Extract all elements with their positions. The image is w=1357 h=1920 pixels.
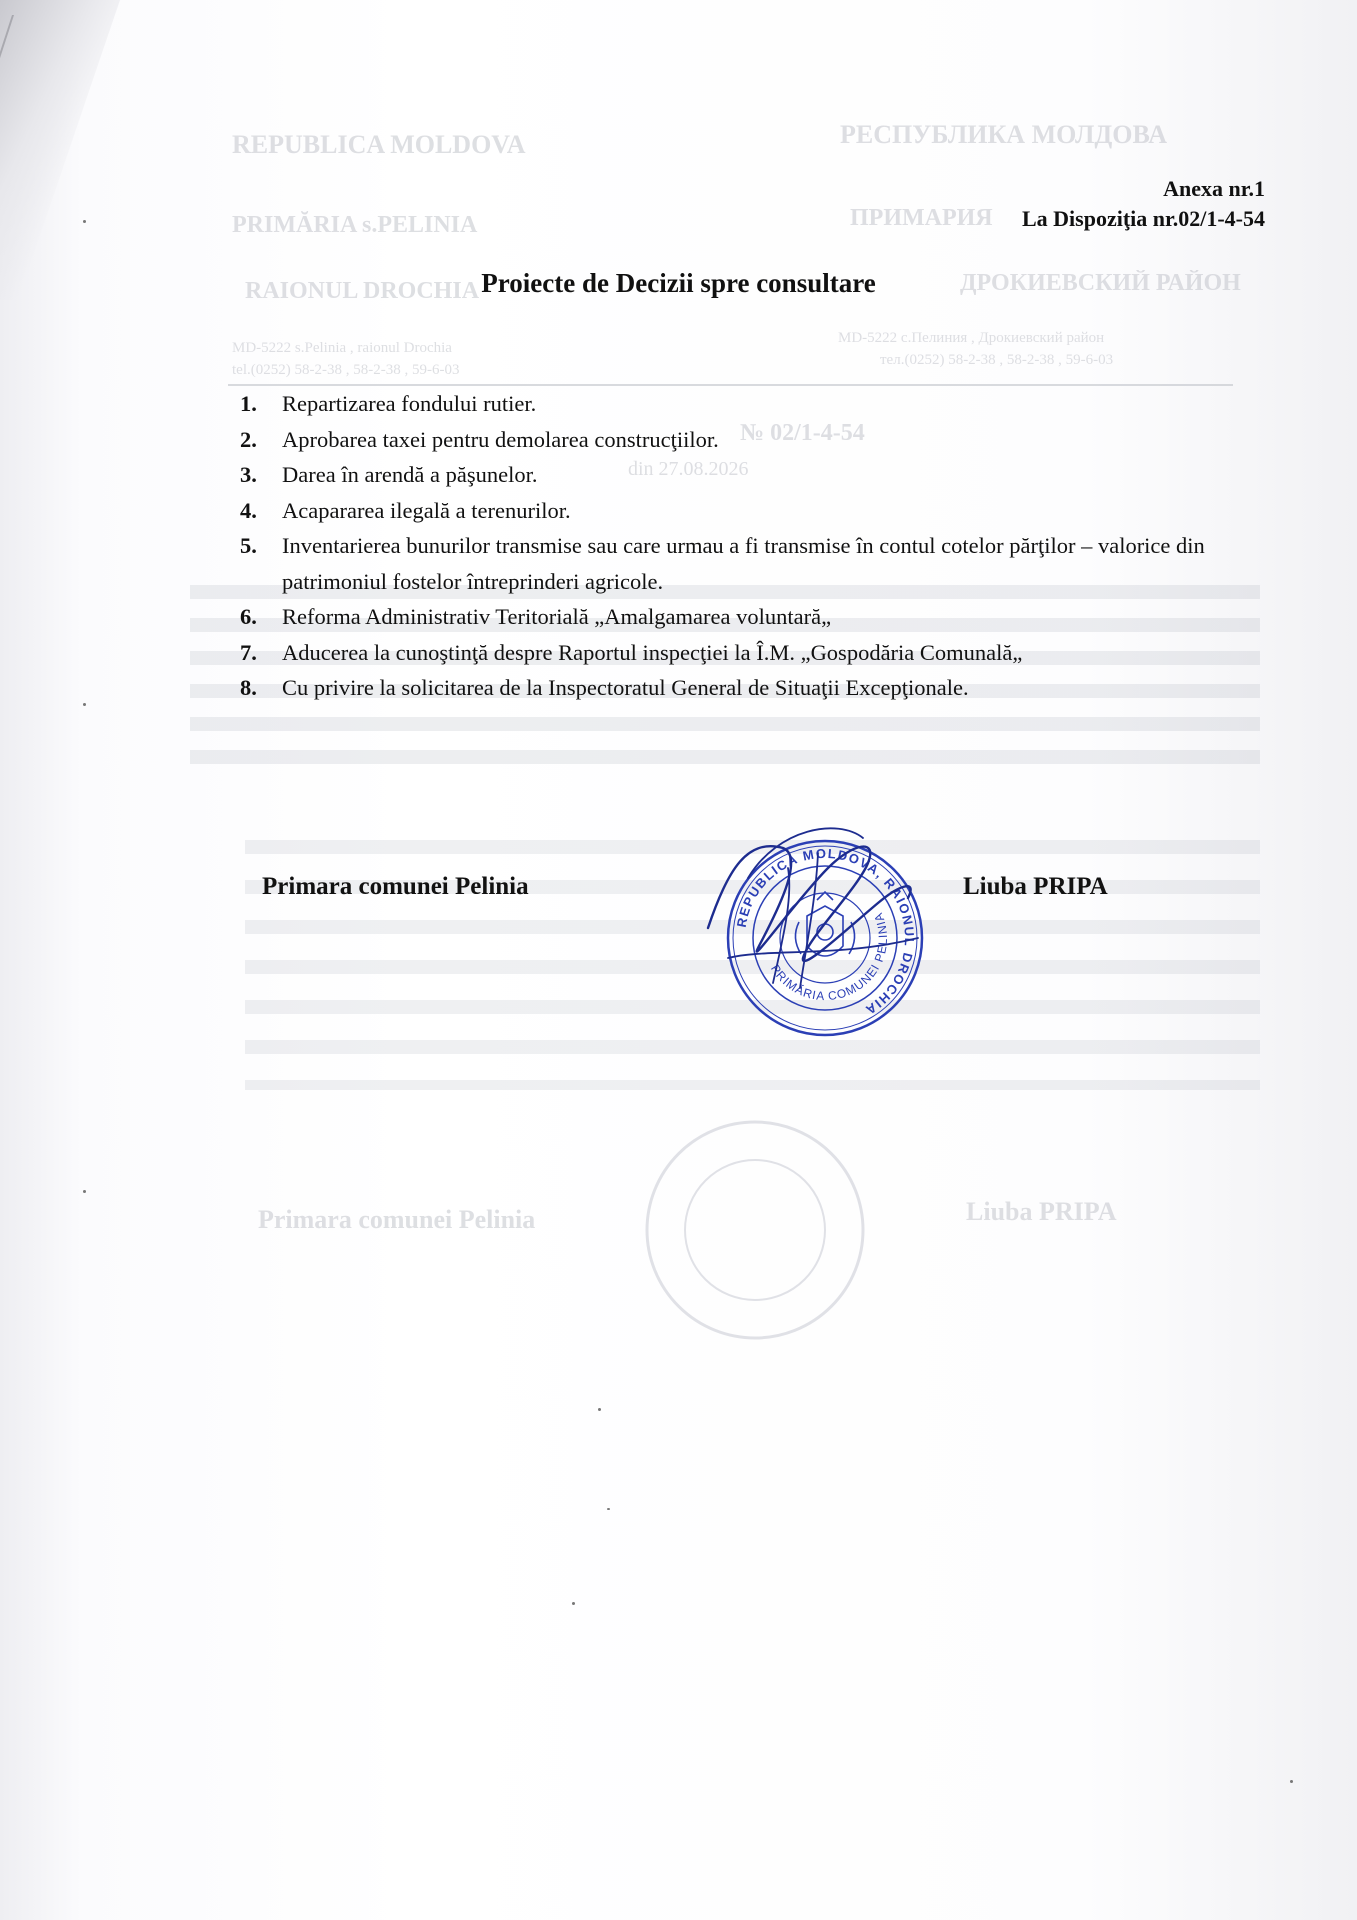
- list-item-number: 4.: [240, 497, 257, 523]
- list-item: [240, 670, 1280, 706]
- list-item-number: 2.: [240, 426, 257, 452]
- list-item-number: 7.: [240, 639, 257, 665]
- list-item: [240, 422, 1280, 458]
- list-item: [240, 528, 1280, 599]
- bleed-header-right-3: ДРОКИЕВСКИЙ РАЙОН: [960, 270, 1241, 296]
- annex-number: Anexa nr.1: [1163, 176, 1265, 201]
- scan-speck: [598, 1408, 601, 1411]
- bleed-header-right-1: РЕСПУБЛИКА МОЛДОВА: [840, 120, 1168, 149]
- list-item-text: Aducerea la cunoştinţă despre Raportul inspecţiei la Î.M. „Gospodăria Comunală„: [282, 639, 1023, 665]
- bleed-address-left-1: MD-5222 s.Pelinia , raionul Drochia: [232, 340, 452, 356]
- list-item-text: Aprobarea taxei pentru demolarea construcţiilor.: [282, 426, 719, 452]
- bleed-signer-name: Liuba PRIPA: [966, 1197, 1117, 1226]
- bleed-address-right-1: MD-5222 с.Пелиния , Дрокиевский район: [838, 330, 1105, 346]
- list-item: [240, 457, 1280, 493]
- annex-reference: La Dispoziţia nr.02/1-4-54: [1021, 206, 1265, 231]
- stamp-outer-text: REPUBLICA MOLDOVA, RAIONUL DROCHIA: [733, 845, 918, 1019]
- bleed-signer-role: Primara comunei Pelinia: [258, 1205, 536, 1234]
- bleed-disposition-date: din 27.08.2026: [628, 458, 749, 480]
- list-item-number: 6.: [240, 604, 257, 629]
- list-item-number: 1.: [240, 391, 257, 416]
- list-item-text: Darea în arendă a păşunelor.: [282, 462, 538, 487]
- list-item: [240, 599, 1280, 635]
- list-item-number: 5.: [240, 533, 257, 558]
- bleed-stamp-ring: [640, 1115, 870, 1345]
- scan-speck: [572, 1602, 575, 1605]
- decision-list: [240, 386, 1280, 706]
- list-item-text: Acapararea ilegală a terenurilor.: [282, 497, 571, 523]
- scan-speck: [1290, 1780, 1293, 1783]
- scan-speck: [83, 1190, 86, 1193]
- folded-corner-edge: [0, 15, 114, 285]
- handwritten-signature: [688, 808, 948, 1008]
- list-item-number: 3.: [240, 462, 257, 487]
- scan-speck: [83, 703, 86, 706]
- scan-speck: [607, 1508, 610, 1510]
- bleed-address-left-2: tel.(0252) 58-2-38 , 58-2-38 , 59-6-03: [232, 362, 460, 378]
- page-title: Proiecte de Decizii spre consultare: [481, 268, 876, 298]
- signer-role: Primara comunei Pelinia: [262, 873, 529, 900]
- bleed-header-left-1: REPUBLICA MOLDOVA: [232, 130, 526, 159]
- scan-speck: [83, 220, 86, 223]
- bleed-address-right-2: тел.(0252) 58-2-38 , 58-2-38 , 59-6-03: [880, 352, 1114, 368]
- bleed-disposition-ref: № 02/1-4-54: [740, 420, 865, 446]
- signer-name: Liuba PRIPA: [963, 873, 1108, 900]
- list-item: [240, 493, 1280, 529]
- list-item: [240, 386, 1280, 422]
- list-item-text: Repartizarea fondului rutier.: [282, 391, 537, 416]
- list-item-text: Cu privire la solicitarea de la Inspectoratul General de Situaţii Excepţionale.: [282, 675, 969, 700]
- stamp-inner-text: PRIMĂRIA COMUNEI PELINIA: [768, 910, 891, 1004]
- bleed-header-right-2: ПРИМАРИЯ: [850, 205, 993, 231]
- list-item-text: Inventarierea bunurilor transmise sau care urmau a fi transmise în contul cotelor părţilor – valorice din patrimoniul fostelor întreprinderi agricole.: [282, 533, 1205, 594]
- bleed-header-left-3: RAIONUL DROCHIA: [245, 278, 480, 304]
- bleed-header-left-2: PRIMĂRIA s.PELINIA: [232, 212, 478, 238]
- list-item-text: Reforma Administrativ Teritorială „Amalgamarea voluntară„: [282, 604, 832, 629]
- list-item: [240, 635, 1280, 671]
- list-item-number: 8.: [240, 675, 257, 700]
